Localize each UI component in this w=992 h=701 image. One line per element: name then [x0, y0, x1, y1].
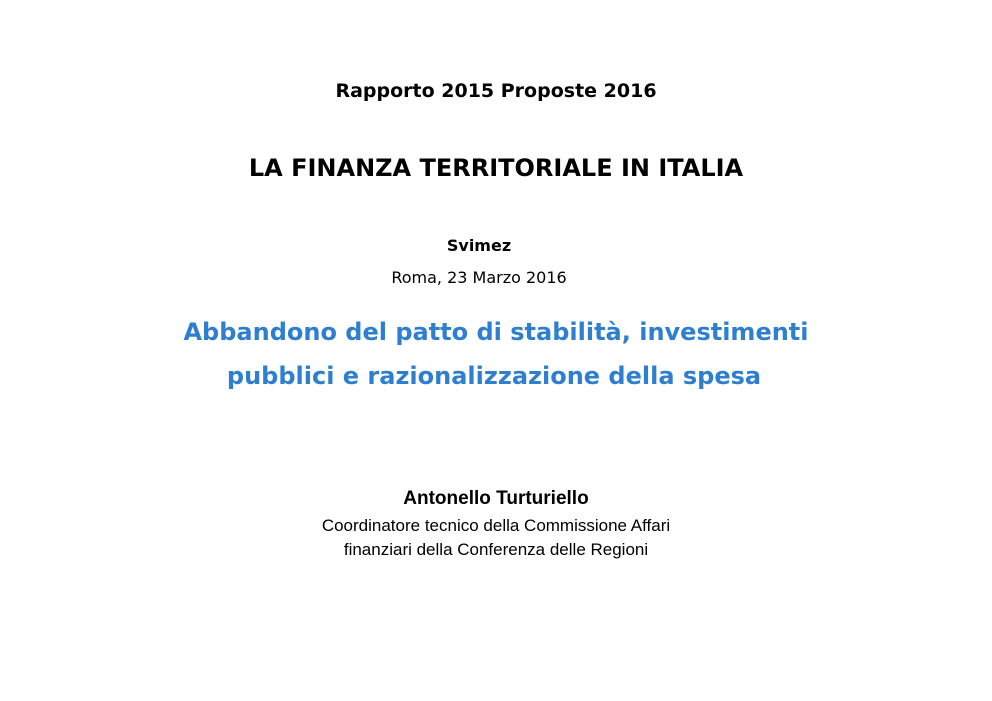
topic-line-1: Abbandono del patto di stabilità, investimenti: [183, 318, 809, 346]
topic-line-2: pubblici e razionalizzazione della spesa: [226, 362, 762, 390]
document-title: LA FINANZA TERRITORIALE IN ITALIA: [248, 154, 744, 182]
speaker-role-line-1: Coordinatore tecnico della Commissione Affari: [321, 516, 671, 535]
speaker-role-line-2: finanziari della Conferenza delle Regioni: [343, 540, 649, 559]
speaker-name: Antonello Turturiello: [403, 488, 589, 509]
place-date: Roma, 23 Marzo 2016: [391, 268, 567, 287]
organization-name: Svimez: [446, 236, 512, 255]
report-subtitle: Rapporto 2015 Proposte 2016: [335, 80, 657, 102]
